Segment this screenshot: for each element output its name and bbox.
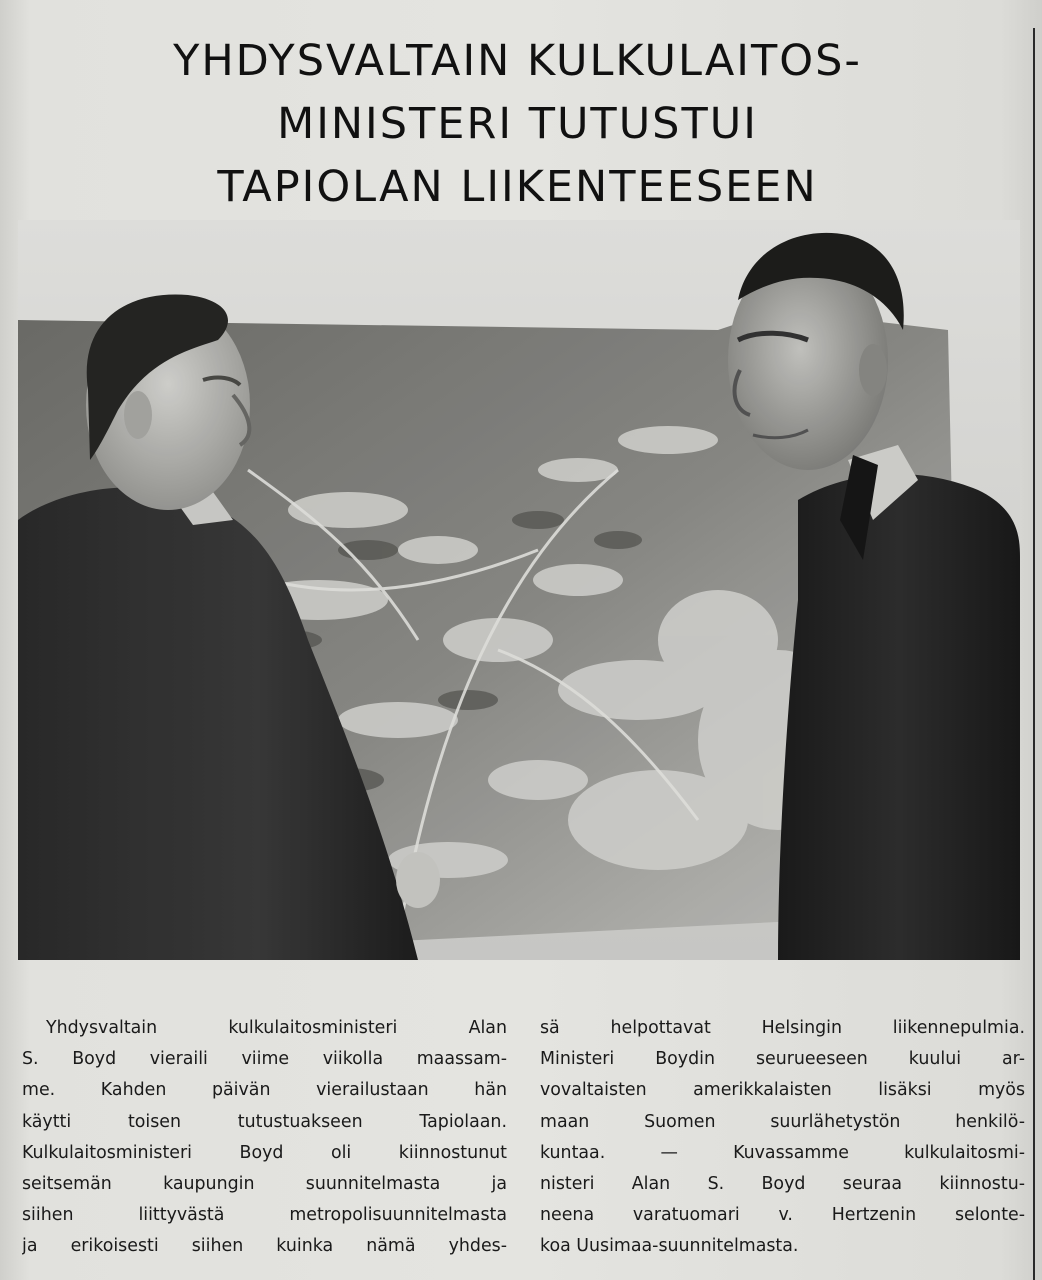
body-line: Yhdysvaltain kulkulaitosministeri Alan — [46, 1018, 507, 1038]
body-line: S. Boyd vieraili viime viikolla maassam- — [22, 1049, 507, 1070]
body-line: vovaltaisten amerikkalaisten lisäksi myös — [540, 1080, 1025, 1101]
body-line: me. Kahden päivän vierailustaan hän — [22, 1080, 507, 1101]
headline-line-1: YHDYSVALTAIN KULKULAITOS- — [173, 36, 862, 86]
body-line: neena varatuomari v. Hertzenin selonte- — [540, 1205, 1025, 1226]
article-body-left — [22, 1013, 507, 1263]
headline — [40, 30, 995, 219]
body-line: nisteri Alan S. Boyd seuraa kiinnostu- — [540, 1174, 1025, 1195]
body-line: maan Suomen suurlähetystön henkilö- — [540, 1111, 1025, 1132]
body-line: Kulkulaitosministeri Boyd oli kiinnostunut — [22, 1142, 507, 1163]
photo-illustration — [18, 220, 1020, 960]
body-line: koa Uusimaa-suunnitelmasta. — [540, 1236, 799, 1257]
article-body-right — [540, 1013, 1025, 1263]
body-line: ja erikoisesti siihen kuinka nämä yhdes- — [22, 1236, 507, 1257]
body-line: siihen liittyvästä metropolisuunnitelmasta — [22, 1205, 507, 1226]
column-rule — [1033, 28, 1035, 1280]
body-line: seitsemän kaupungin suunnitelmasta ja — [22, 1174, 507, 1195]
body-line: kuntaa. — Kuvassamme kulkulaitosmi- — [540, 1142, 1025, 1163]
news-photo — [18, 220, 1020, 960]
body-line: käytti toisen tutustuakseen Tapiolaan. — [22, 1111, 507, 1132]
body-line: Ministeri Boydin seurueeseen kuului ar- — [540, 1049, 1025, 1070]
headline-line-2: MINISTERI TUTUSTUI — [277, 99, 758, 149]
body-line: sä helpottavat Helsingin liikennepulmia. — [540, 1018, 1025, 1038]
headline-line-3: TAPIOLAN LIIKENTEESEEN — [217, 162, 818, 212]
